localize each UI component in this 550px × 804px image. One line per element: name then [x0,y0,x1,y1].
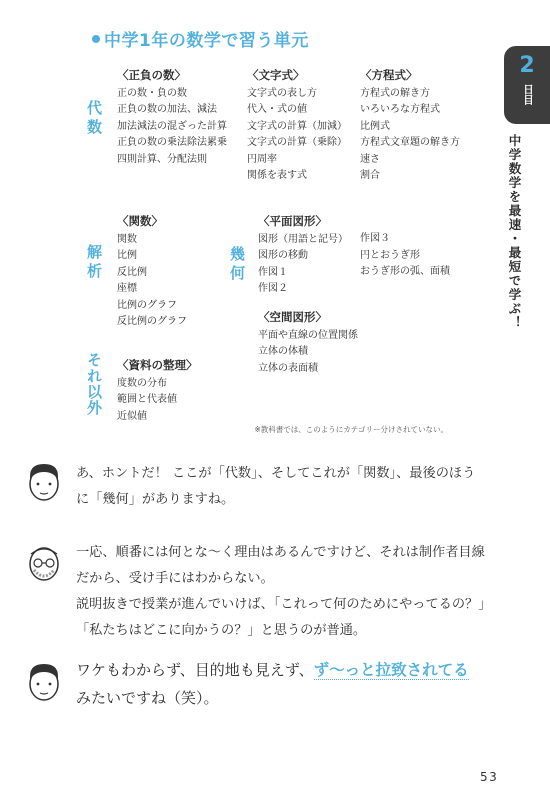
unit-item: 正負の数の乗法除法累乗 [117,137,227,148]
dialog-student-2 [76,656,486,712]
unit-item: 円とおうぎ形 [360,249,420,261]
unit-item: 関係を表す式 [247,170,307,181]
unit-item: 範囲と代表値 [117,394,177,405]
unit-block-seifu [117,67,227,168]
unit-title: 〈空間図形〉 [258,310,327,324]
category-analysis: 解析 [85,244,103,282]
unit-item: 作図１ [258,266,288,278]
unit-item: 作図２ [258,283,288,294]
unit-item: 速さ [360,153,380,165]
highlighted-phrase: ず〜っと拉致されてる [313,661,469,679]
dialog-student-1: あ、ホントだ！ ここが「代数」、そしてこれが「関数」、最後のほうに「幾何」がありますね。 [76,466,476,507]
unit-item: 円周率 [247,153,277,165]
category-algebra: 代数 [85,100,103,138]
unit-item: 作図３ [360,233,390,244]
unit-item: 反比例のグラフ [117,316,187,327]
footnote: ※教科書では、このようにカテゴリー分けされていない。 [254,425,448,434]
unit-item: いろいろな方程式 [360,104,440,115]
unit-title: 〈文字式〉 [247,68,305,82]
unit-item: 座標 [117,283,137,294]
unit-item: 文字式の表し方 [247,87,317,99]
unit-item: 比例式 [360,120,390,132]
dialog-teacher-2: 説明抜きで授業が進んでいけば、「これって何のためにやってるの？」「私たちはどこに向かうの？」と思うのが普通。 [76,597,485,638]
unit-title: 〈資料の整理〉 [117,358,198,372]
unit-item: 度数の分布 [117,377,167,389]
unit-block-houteishiki [360,67,460,185]
unit-item: 立体の体積 [258,346,308,357]
chapter-title: 中学数学を最速・最短で学ぶ！ [507,134,522,330]
unit-item: 文字式の計算（加減） [247,120,347,132]
dialog-teacher-1: 一応、順番には何とな〜く理由はあるんですけど、それは制作者目線だから、受け手にはわからない。 [76,545,485,586]
category-geometry: 幾何 [228,246,246,284]
unit-block-kansu [117,213,187,331]
unit-block-mojishiki [247,67,347,185]
unit-item: 四則計算、分配法則 [117,153,207,165]
unit-title: 〈平面図形〉 [258,214,327,228]
day-label: 日目 [522,84,534,105]
unit-item: 反比例 [117,266,147,278]
section-heading: 中学1年の数学で習う単元 [92,26,309,51]
unit-item: 方程式文章題の解き方 [360,137,460,148]
unit-title: 〈正負の数〉 [117,68,186,82]
unit-item: おうぎ形の弧、面積 [360,266,450,277]
unit-block-heimen-col2 [360,231,450,281]
unit-item: 図形（用語と記号） [258,233,348,245]
unit-item: 立体の表面積 [258,362,318,374]
page-number: 53 [480,770,499,784]
unit-item: 比例 [117,250,137,261]
unit-item: 平面や直線の位置関係 [258,329,358,341]
unit-item: 比例のグラフ [117,299,177,311]
unit-item: 正負の数の加法、減法 [117,104,217,115]
unit-item: 図形の移動 [258,250,308,261]
unit-title: 〈関数〉 [117,214,163,228]
unit-item: 方程式の解き方 [360,87,430,99]
dialog-text: ワケもわからず、目的地も見えず、 [76,661,314,679]
dialog-text: みたいですね（笑）。 [76,689,219,707]
category-other: それ以外 [85,352,103,416]
unit-item: 近似値 [117,410,147,422]
unit-item: 関数 [117,233,137,245]
unit-title: 〈方程式〉 [360,68,418,82]
unit-item: 正の数・負の数 [117,87,187,99]
bullet-dot-icon [92,35,100,43]
student-avatar-icon [24,460,64,506]
unit-item: 割合 [360,170,380,181]
unit-item: 代入・式の値 [247,104,307,115]
unit-block-heimen [258,213,348,298]
unit-item: 文字式の計算（乗除） [247,137,347,148]
chapter-tab [504,46,550,124]
student-avatar-icon [24,660,64,706]
unit-block-kukan [258,309,358,377]
teacher-avatar-icon [24,540,64,586]
day-number: 2 [519,53,535,78]
unit-block-shiryo [117,357,198,425]
unit-item: 加法減法の混ざった計算 [117,120,227,132]
